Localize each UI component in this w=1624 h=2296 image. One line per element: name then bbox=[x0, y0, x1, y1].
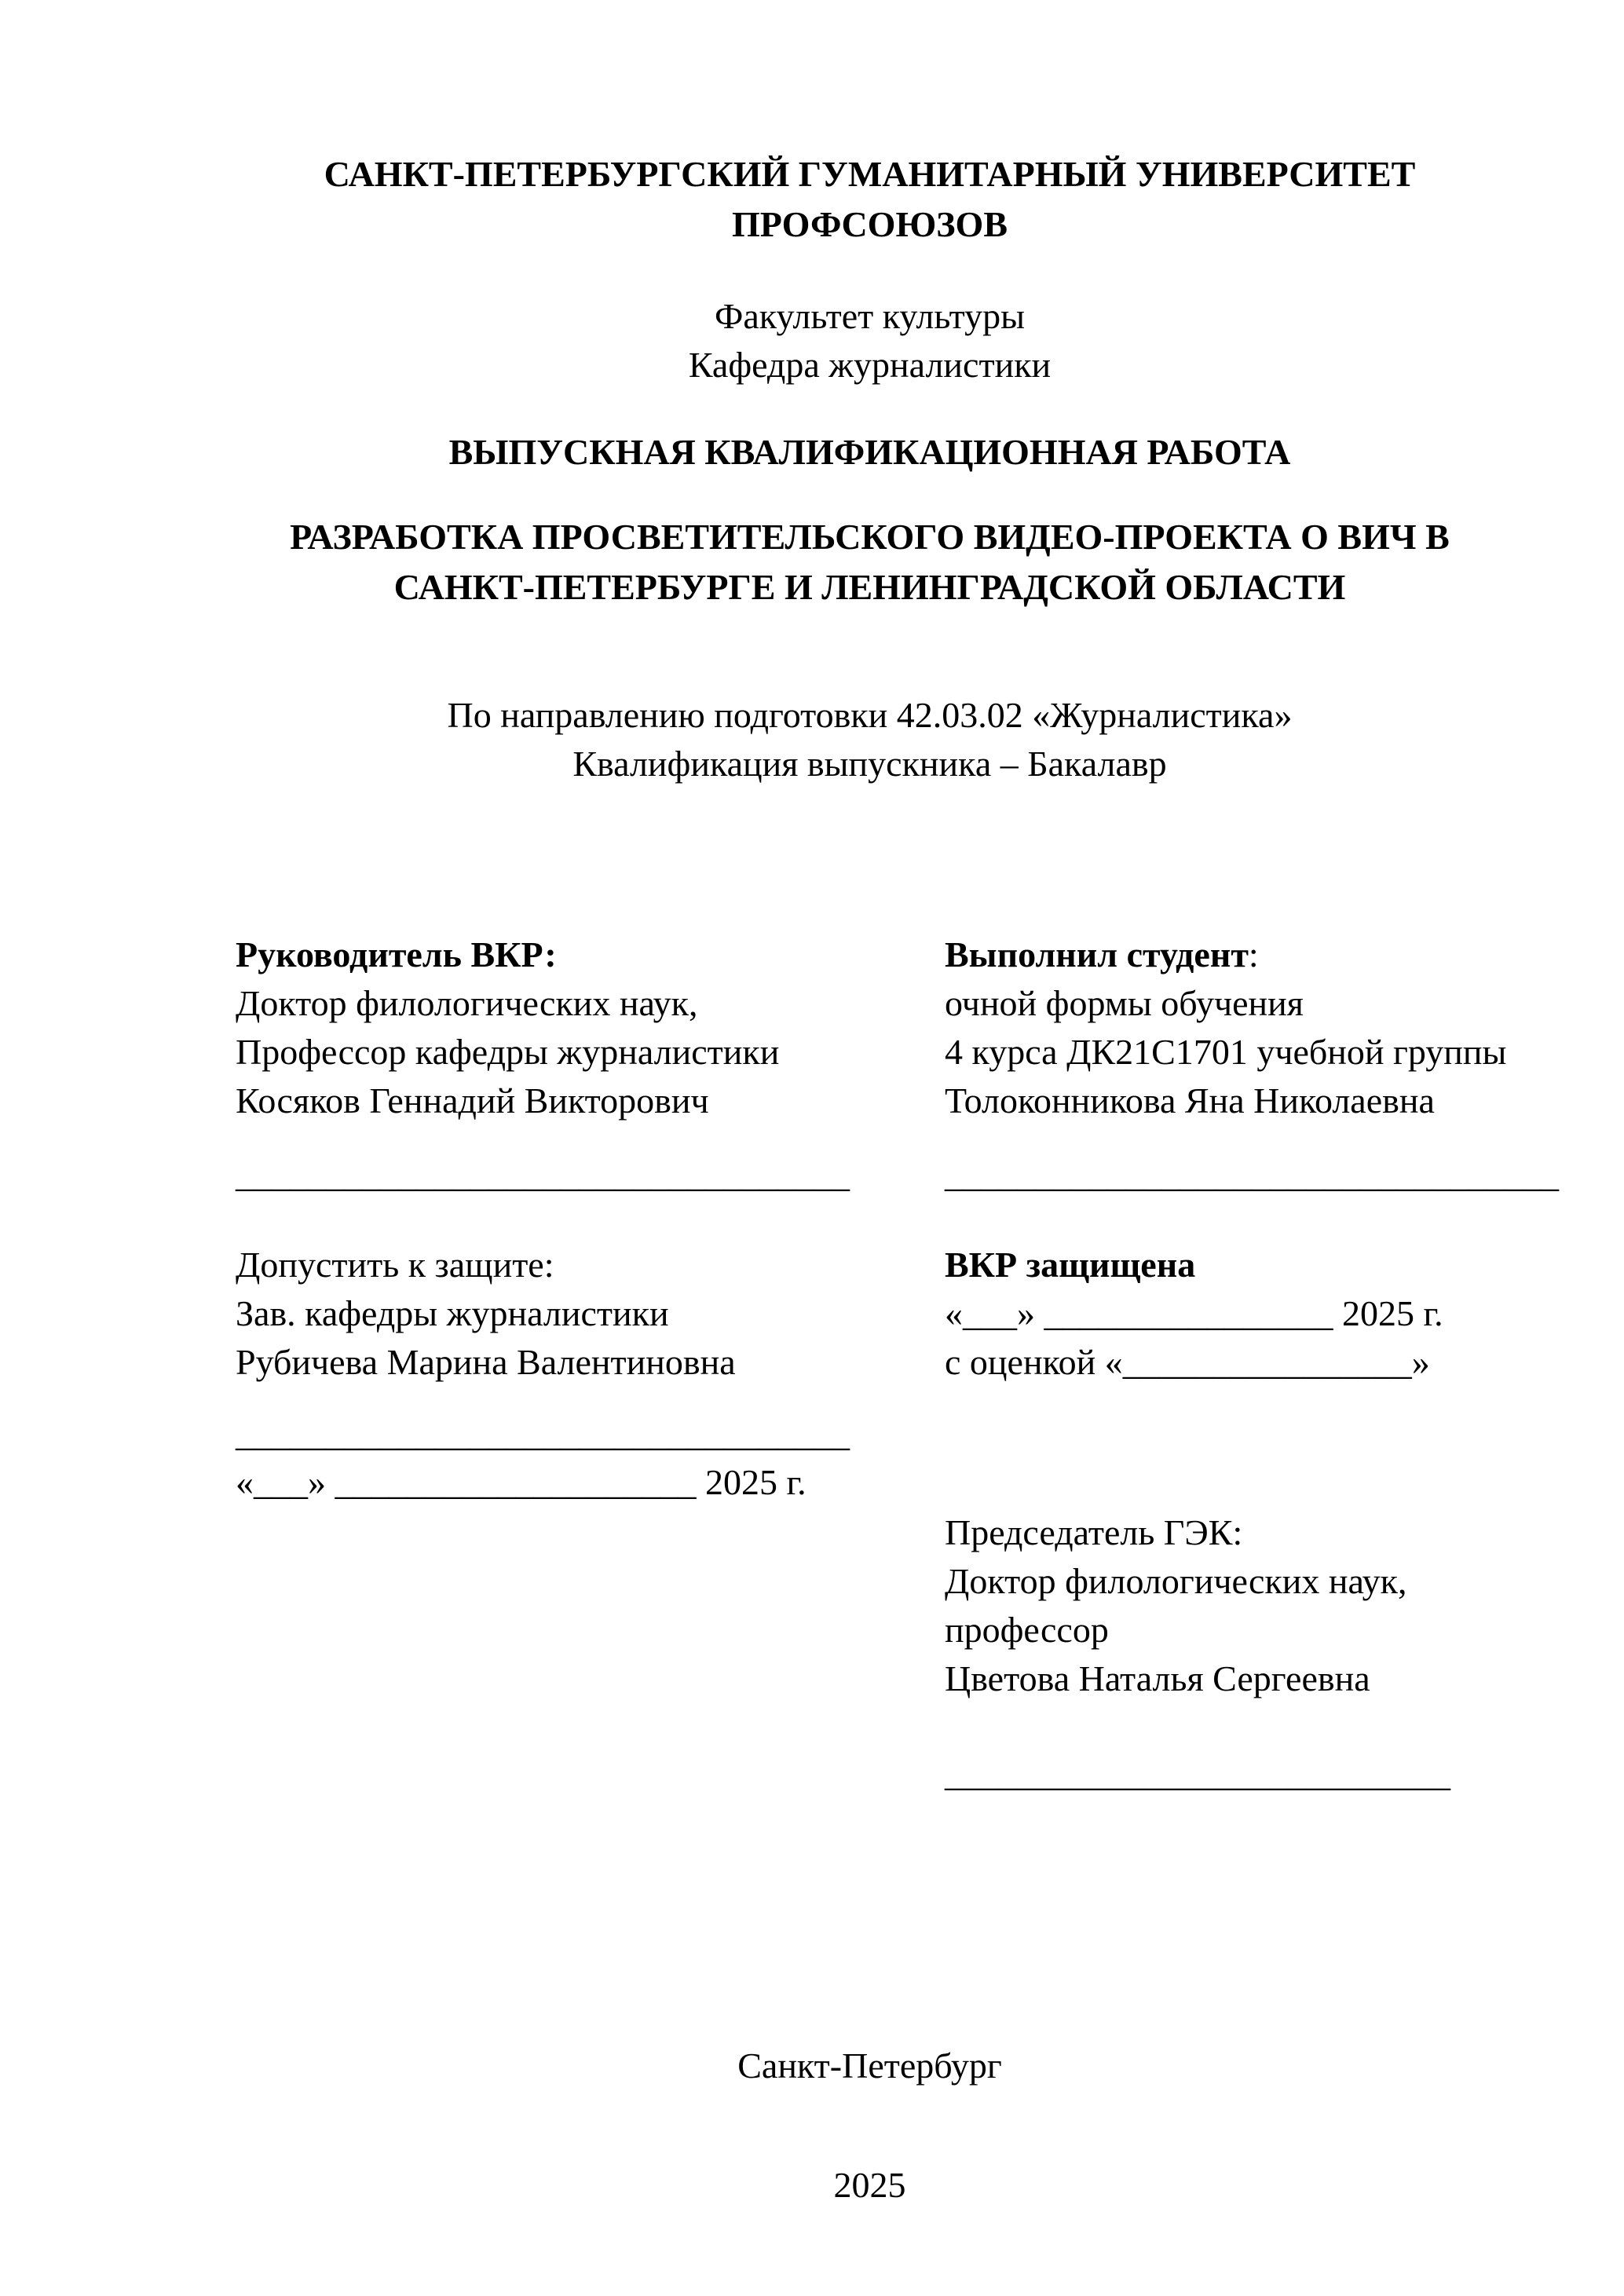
defense-date-line: «___» ________________ 2025 г. bbox=[945, 1293, 1443, 1333]
defense-heading: ВКР защищена bbox=[945, 1245, 1196, 1285]
supervisor-degree: Доктор филологических наук, bbox=[236, 983, 698, 1023]
student-study-form: очной формы обучения bbox=[945, 983, 1304, 1023]
work-type-label: ВЫПУСКНАЯ КВАЛИФИКАЦИОННАЯ РАБОТА bbox=[448, 432, 1291, 472]
student-name: Толоконникова Яна Николаевна bbox=[945, 1080, 1435, 1121]
qualification-line: Квалификация выпускника – Бакалавр bbox=[572, 744, 1167, 784]
admission-date-line: «___» ____________________ 2025 г. bbox=[236, 1462, 807, 1502]
student-heading-bold: Выполнил студент bbox=[945, 934, 1249, 974]
supervisor-position: Профессор кафедры журналистики bbox=[236, 1032, 780, 1072]
university-name-line2: ПРОФСОЮЗОВ bbox=[732, 204, 1008, 244]
footer-year-block bbox=[232, 2161, 1508, 2210]
student-heading-colon: : bbox=[1248, 934, 1259, 974]
chairman-signature-line: ____________________________ bbox=[945, 1753, 1450, 1793]
direction-block bbox=[232, 691, 1508, 788]
supervisor-signature-line: __________________________________ bbox=[236, 1154, 850, 1194]
page-content bbox=[232, 0, 1559, 2296]
chairman-name: Цветова Наталья Сергеевна bbox=[945, 1658, 1370, 1698]
university-name bbox=[232, 149, 1508, 250]
direction-line: По направлению подготовки 42.03.02 «Журналистика» bbox=[447, 695, 1293, 735]
faculty-name: Факультет культуры bbox=[715, 296, 1025, 336]
student-signature-line: __________________________________ bbox=[945, 1154, 1559, 1194]
thesis-title-line2: САНКТ-ПЕТЕРБУРГЕ И ЛЕНИНГРАДСКОЙ ОБЛАСТИ bbox=[393, 567, 1346, 607]
admission-name: Рубичева Марина Валентиновна bbox=[236, 1342, 736, 1382]
student-group: 4 курса ДК21С1701 учебной группы bbox=[945, 1032, 1507, 1072]
chairman-degree: Доктор филологических наук, bbox=[945, 1561, 1407, 1601]
footer-city-block bbox=[232, 2042, 1508, 2090]
supervisor-name: Косяков Геннадий Викторович bbox=[236, 1080, 709, 1121]
university-name-line1: САНКТ-ПЕТЕРБУРГСКИЙ ГУМАНИТАРНЫЙ УНИВЕРСИТЕТ bbox=[324, 154, 1416, 194]
chairman-heading: Председатель ГЭК: bbox=[945, 1512, 1243, 1552]
admission-position: Зав. кафедры журналистики bbox=[236, 1293, 669, 1333]
footer-city: Санкт-Петербург bbox=[737, 2046, 1002, 2086]
admission-signature-line: __________________________________ bbox=[236, 1413, 850, 1453]
defense-grade-line: с оценкой «________________» bbox=[945, 1342, 1430, 1382]
thesis-title bbox=[232, 512, 1508, 612]
chairman-position: профессор bbox=[945, 1610, 1109, 1650]
student-heading bbox=[945, 930, 1612, 979]
supervisor-heading: Руководитель ВКР: bbox=[236, 934, 557, 974]
left-column bbox=[236, 930, 903, 1507]
footer-year: 2025 bbox=[833, 2165, 906, 2205]
thesis-title-line1: РАЗРАБОТКА ПРОСВЕТИТЕЛЬСКОГО ВИДЕО-ПРОЕКТА О ВИЧ В bbox=[290, 517, 1450, 557]
department-name: Кафедра журналистики bbox=[688, 345, 1052, 385]
right-column bbox=[945, 930, 1612, 1798]
admission-heading: Допустить к защите: bbox=[236, 1245, 554, 1285]
work-type-block bbox=[232, 428, 1508, 477]
faculty-block bbox=[232, 292, 1508, 389]
